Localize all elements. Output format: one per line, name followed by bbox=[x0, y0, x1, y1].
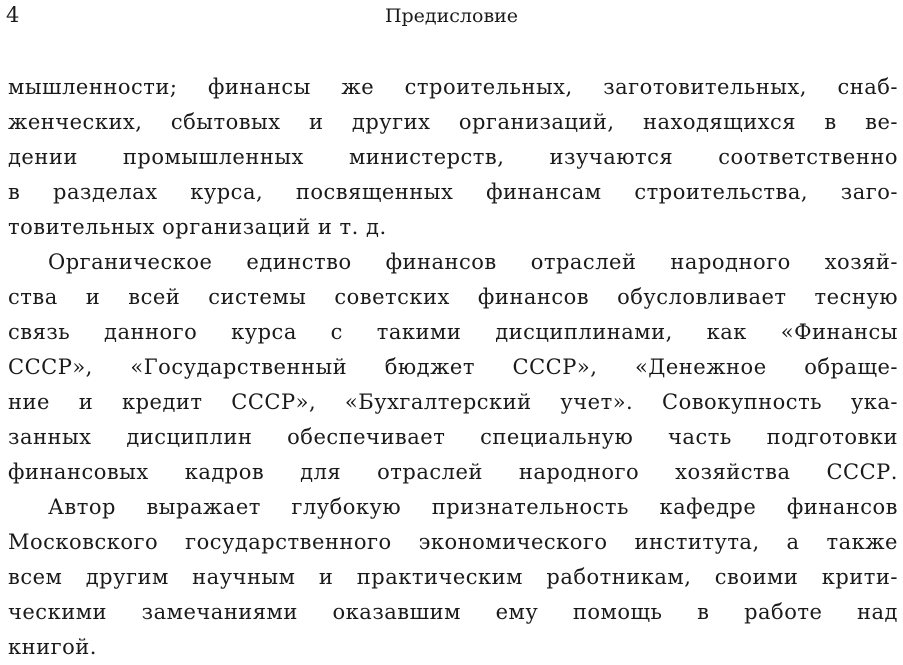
text-body bbox=[8, 70, 898, 665]
text-line: всем другим научным и практическим работникам, своими крити- bbox=[8, 565, 898, 589]
text-line: женческих, сбытовых и других организаций, находящихся в ве- bbox=[8, 110, 898, 134]
text-line: финансовых кадров для отраслей народного хозяйства СССР. bbox=[8, 460, 898, 484]
text-line: ние и кредит СССР», «Бухгалтерский учет». Совокупность ука- bbox=[8, 390, 898, 414]
text-line: Московского государственного экономического института, а также bbox=[8, 530, 898, 554]
text-line: в разделах курса, посвященных финансам строительства, заго- bbox=[8, 180, 898, 204]
running-title: Предисловие bbox=[384, 5, 519, 27]
page-number: 4 bbox=[6, 3, 20, 27]
text-line: ства и всей системы советских финансов обусловливает тесную bbox=[8, 285, 898, 309]
paragraph-first-line: Органическое единство финансов отраслей народного хозяй- bbox=[48, 250, 898, 274]
text-line: дении промышленных министерств, изучаются соответственно bbox=[8, 145, 898, 169]
text-line: мышленности; финансы же строительных, заготовительных, снаб- bbox=[8, 75, 898, 99]
text-line: занных дисциплин обеспечивает специальную часть подготовки bbox=[8, 425, 898, 449]
text-line: СССР», «Государственный бюджет СССР», «Денежное обраще- bbox=[8, 355, 898, 379]
text-line: ческими замечаниями оказавшим ему помощь в работе над bbox=[8, 600, 898, 624]
text-line: товительных организаций и т. д. bbox=[8, 215, 387, 239]
paragraph-first-line: Автор выражает глубокую признательность кафедре финансов bbox=[48, 495, 898, 519]
text-line: связь данного курса с такими дисциплинами, как «Финансы bbox=[8, 320, 898, 344]
text-line: книгой. bbox=[8, 635, 97, 659]
